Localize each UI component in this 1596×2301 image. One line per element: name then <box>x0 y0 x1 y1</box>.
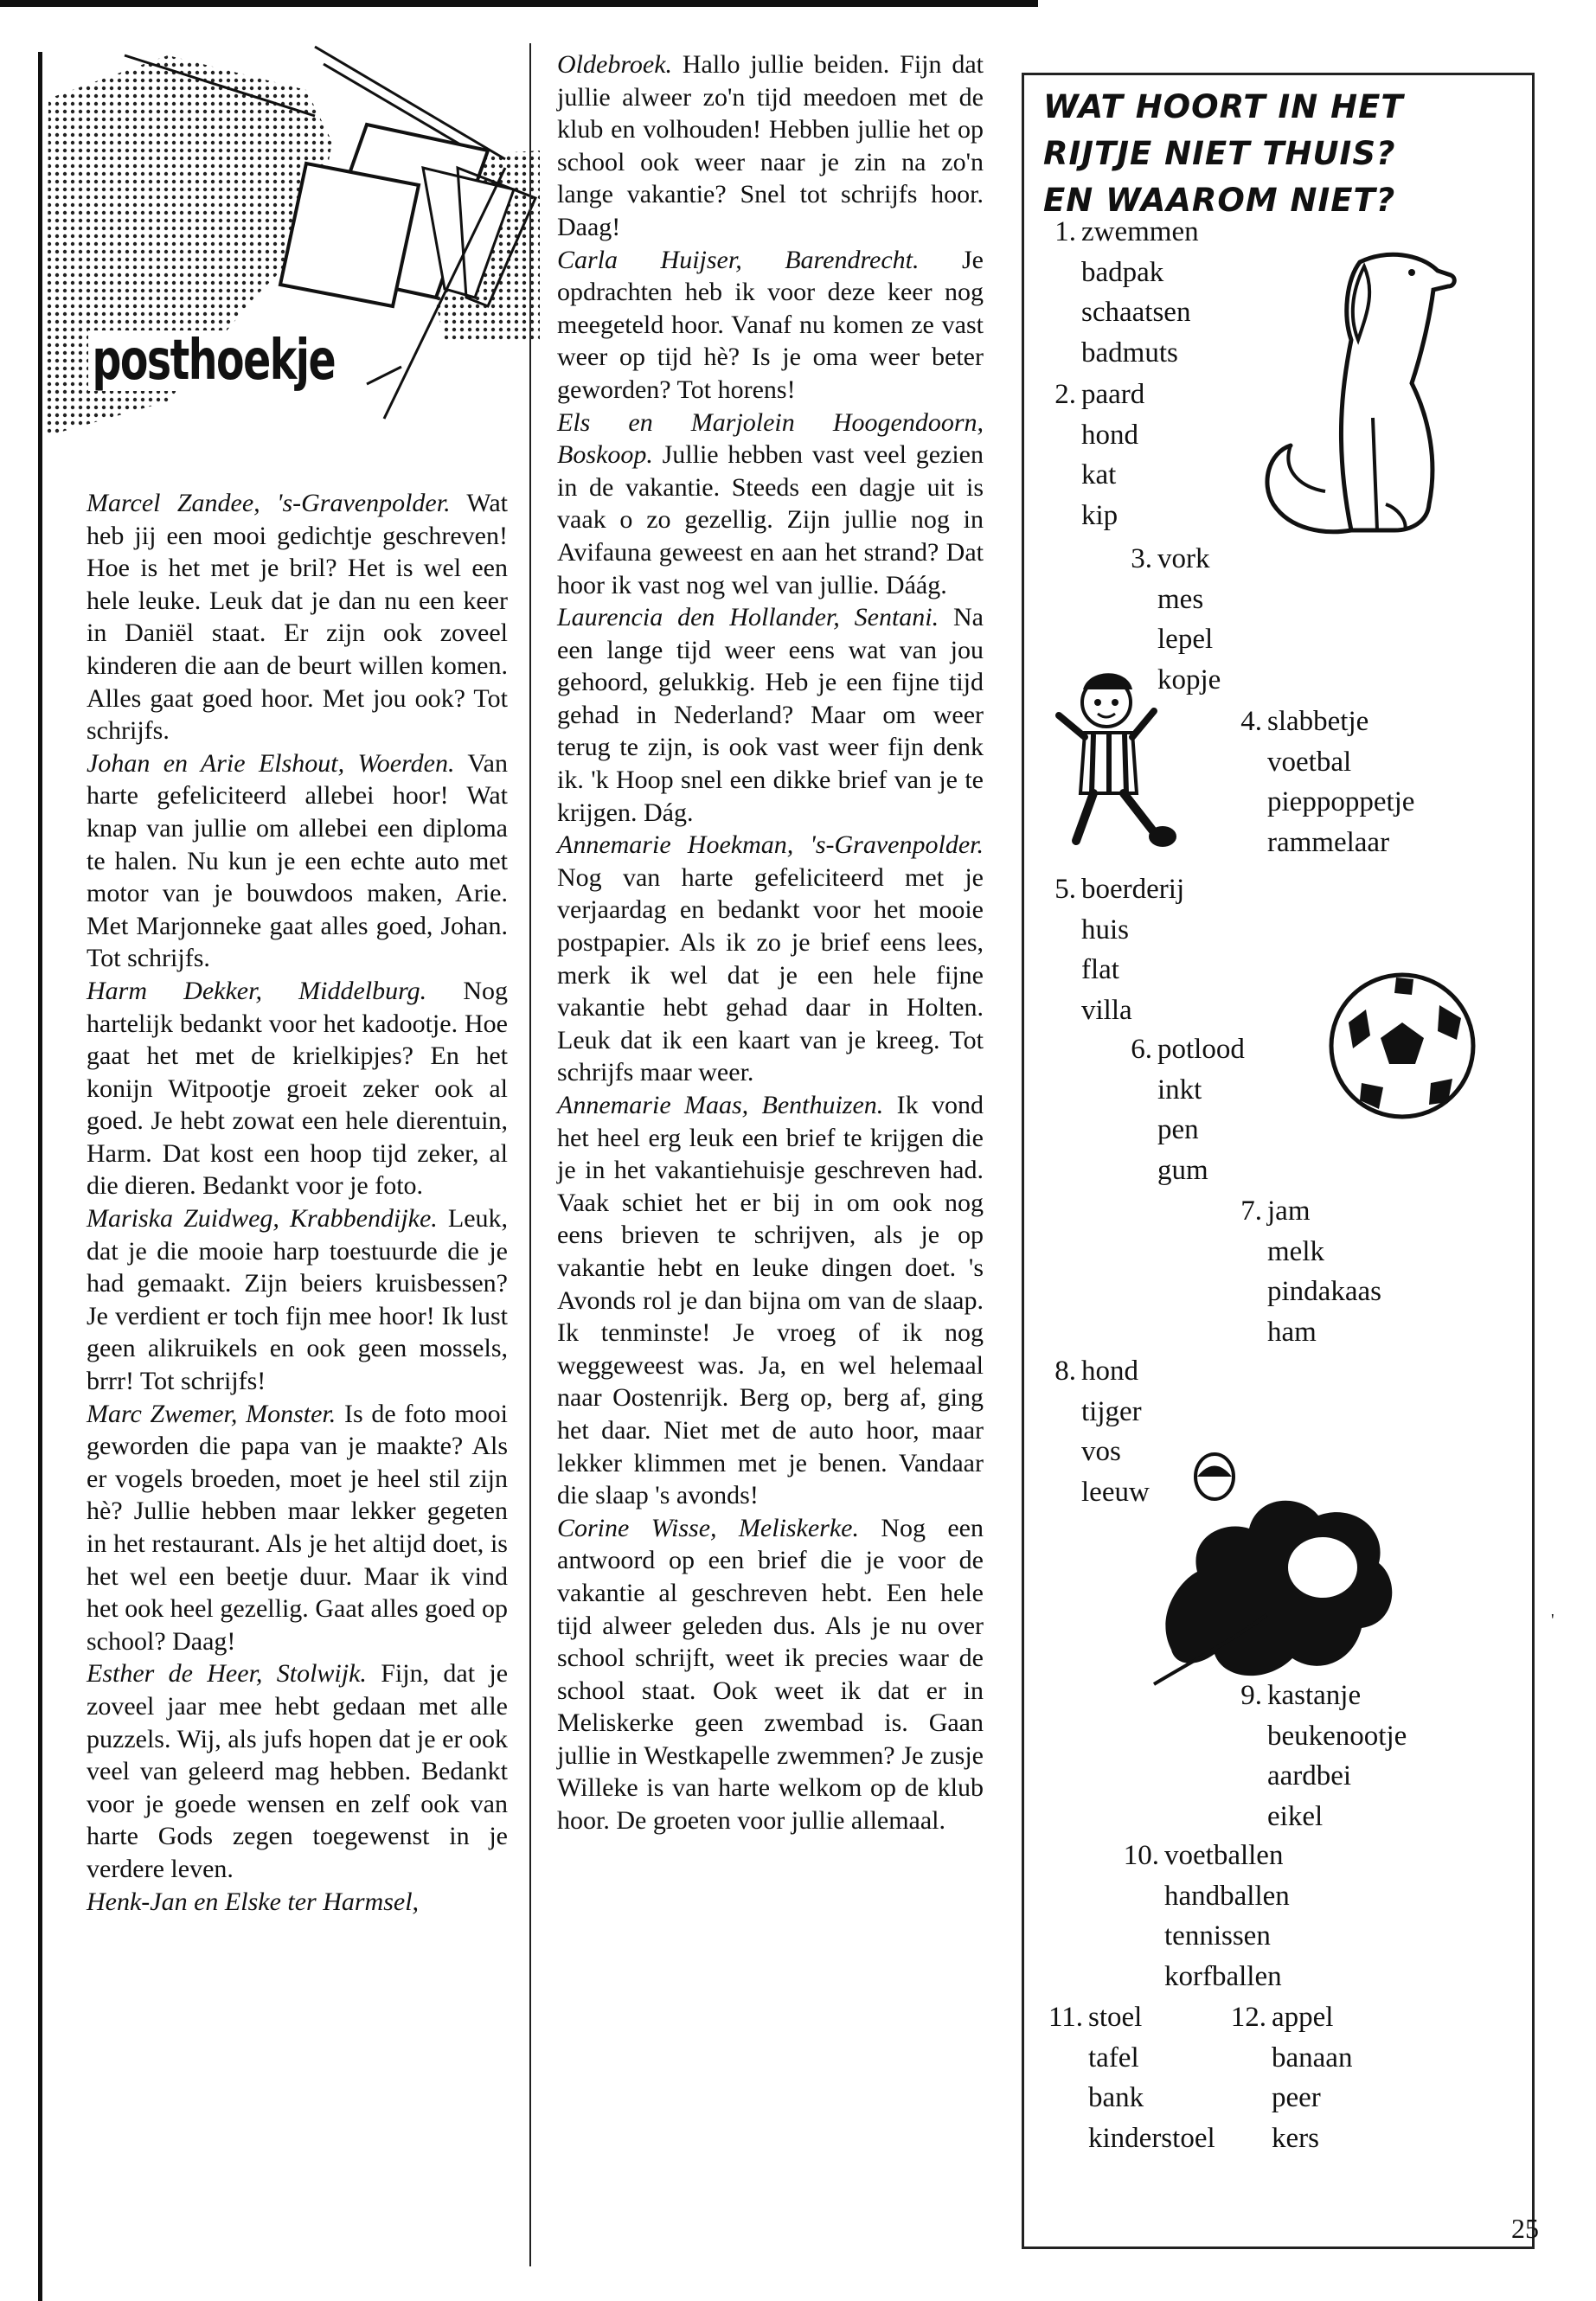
letter-entry <box>87 1886 508 1919</box>
quiz-word: kip <box>1081 499 1118 531</box>
letter-recipient: Esther de Heer, Stolwijk. <box>87 1659 367 1689</box>
quiz-word: badmuts <box>1081 336 1178 369</box>
quiz-word: leeuw <box>1081 1476 1150 1508</box>
quiz-group-number: 4. <box>1240 706 1262 737</box>
letter-entry <box>557 244 984 407</box>
quiz-word: hond <box>1081 1356 1138 1387</box>
quiz-word: voetbal <box>1267 746 1352 778</box>
quiz-word-list <box>1267 1676 1407 1836</box>
letter-text: Wat heb jij een mooi gedichtje geschreven! Hoe is het met je bril? Het is wel een hele leuke. Leuk dat je dan nu een keer in Daniël staat. Er zijn ook zoveel kinderen die aan de beurt willen komen. Alles gaat goed hoor. Met jou ook? Tot schrijfs. <box>87 489 508 746</box>
quiz-word: tafel <box>1088 2041 1139 2073</box>
quiz-title <box>1043 84 1528 224</box>
letters-column-1 <box>87 487 508 1918</box>
quiz-word: paard <box>1081 379 1145 410</box>
quiz-word: pen <box>1157 1114 1199 1145</box>
letter-entry <box>87 1398 508 1658</box>
quiz-word: mes <box>1157 583 1204 615</box>
quiz-word: bank <box>1088 2082 1144 2113</box>
quiz-word-list <box>1081 375 1144 535</box>
letter-text: Jullie hebben vast veel gezien in de vakantie. Steeds een dagje uit is vaak o zo gezellig. Zijn jullie nog in Avifauna geweest en aan het strand? Dat hoor ik vast nog wel van jullie. Dáág. <box>557 440 984 599</box>
column-divider <box>529 43 531 2266</box>
quiz-word: inkt <box>1157 1074 1202 1106</box>
quiz-word: flat <box>1081 954 1119 985</box>
voetbal-illustration <box>1327 971 1478 1122</box>
quiz-group-number: 6. <box>1131 1034 1152 1065</box>
quiz-word: tijger <box>1081 1395 1142 1427</box>
quiz-box <box>1022 73 1535 2249</box>
letter-text: Je opdrachten heb ik voor deze keer nog meegeteld hoor. Vanaf nu komen ze vast weer op tijd hè? Is je oma weer beter geworden? Tot horens! <box>557 245 984 404</box>
quiz-word: tennissen <box>1164 1920 1271 1952</box>
letter-text: Na een lange tijd weer eens wat van jou gehoord, gelukkig. Heb je een fijne tijd gehad in Nederland? Maar om weer terug te zijn, is ook vast weer fijn denk ik. 'k Hoop snel een dikke brief van je te krijgen. Dág. <box>557 603 984 827</box>
letter-recipient: Laurencia den Hollander, Sentani. <box>557 603 939 632</box>
quiz-title-line: RIJTJE NIET THUIS? <box>1043 135 1396 172</box>
quiz-word-list <box>1081 1351 1150 1512</box>
quiz-word: kopje <box>1157 663 1221 695</box>
quiz-group-number: 8. <box>1054 1356 1076 1387</box>
letter-entry <box>87 1202 508 1398</box>
posthoekje-logo <box>38 38 540 462</box>
quiz-group-number: 3. <box>1131 543 1152 574</box>
letter-recipient: Els en Marjolein Hoogendoorn, Boskoop. <box>557 407 984 470</box>
letter-recipient: Carla Huijser, Barendrecht. <box>557 245 920 274</box>
quiz-word: potlood <box>1157 1034 1245 1065</box>
stray-mark: ' <box>1551 1611 1554 1630</box>
section-title: posthoekje <box>88 330 339 391</box>
letter-recipient: Henk-Jan en Elske ter Harmsel, <box>87 1887 420 1916</box>
quiz-word: schaatsen <box>1081 297 1191 328</box>
letters-column-2 <box>557 48 984 1837</box>
letter-entry <box>87 1657 508 1885</box>
letter-text: Van harte gefeliciteerd allebei hoor! Wat knap van jullie om allebei een diploma te halen. Nu kun je een echte auto met motor van je bouwdoos maken, Arie. Met Marjonneke gaat alles goed, Johan. Tot schrijfs. <box>87 748 508 973</box>
quiz-title-line: WAT HOORT IN HET <box>1043 88 1404 125</box>
page-number: 25 <box>1511 2213 1539 2244</box>
quiz-word: ham <box>1267 1316 1317 1348</box>
letter-recipient: Marcel Zandee, 's-Gravenpolder. <box>87 489 451 517</box>
quiz-word: peer <box>1272 2082 1321 2113</box>
quiz-word-list <box>1267 702 1414 862</box>
quiz-group-number: 7. <box>1240 1195 1262 1227</box>
letter-recipient: Mariska Zuidweg, Krabbendijke. <box>87 1204 438 1234</box>
letter-entry <box>557 601 984 829</box>
letter-text: Hallo jullie beiden. Fijn dat jullie alweer zo'n tijd meedoen met de klub en volhouden! Hebben jullie het op school ook weer naar je zin na zo'n lange vakantie? Snel tot schrijfs hoor. Daag! <box>557 50 984 241</box>
quiz-word: aardbei <box>1267 1760 1352 1791</box>
dog-illustration <box>1256 245 1464 556</box>
quiz-word-list <box>1272 1997 1352 2158</box>
quiz-word: korfballen <box>1164 1960 1282 1992</box>
letter-recipient: Marc Zwemer, Monster. <box>87 1399 337 1428</box>
quiz-word: vos <box>1081 1436 1121 1467</box>
quiz-group-number: 2. <box>1054 379 1076 410</box>
quiz-word: melk <box>1267 1235 1324 1267</box>
quiz-group-number: 1. <box>1054 216 1076 247</box>
quiz-word-list <box>1157 1029 1245 1190</box>
letter-recipient: Johan en Arie Elshout, Woerden. <box>87 748 455 778</box>
quiz-word-list <box>1267 1191 1381 1352</box>
quiz-word: lepel <box>1157 624 1214 655</box>
quiz-word: huis <box>1081 913 1130 945</box>
quiz-word: appel <box>1272 2002 1334 2033</box>
quiz-word: gum <box>1157 1154 1208 1186</box>
quiz-word: stoel <box>1088 2002 1143 2033</box>
letter-recipient: Harm Dekker, Middelburg. <box>87 976 427 1005</box>
quiz-word-list <box>1081 212 1199 373</box>
quiz-word: voetballen <box>1164 1840 1284 1871</box>
logo-graphic <box>38 38 540 462</box>
pieppoppetje-illustration <box>1050 663 1180 862</box>
quiz-word: badpak <box>1081 256 1164 288</box>
letter-text: Leuk, dat je die mooie harp toestuurde die je had gemaakt. Zijn beiers kruisbessen? Je verdient er toch fijn mee hoor! Ik lust geen alikruikels en ook geen mossels, brrr! Tot schrijfs! <box>87 1204 509 1396</box>
letter-text: Nog hartelijk bedankt voor het kadootje. Hoe gaat het met de krielkipjes? En het konijn Witpootje groeit zeker ook al goed. Je hebt zowat een hele dierentuin, Harm. Dat kost een hoop tijd zeker, al die dieren. Bedankt voor je foto. <box>87 976 508 1201</box>
letter-entry <box>87 747 508 975</box>
letter-text: Fijn, dat je zoveel jaar mee hebt gedaan met alle puzzels. Wij, als jufs hopen dat je er ook veel van geleerd mag hebben. Bedankt voor je goede wensen en zelf ook van harte Gods zegen toegewenst in je verdere leven. <box>87 1659 509 1883</box>
quiz-word: kinderstoel <box>1088 2122 1215 2154</box>
letter-recipient: Corine Wisse, Meliskerke. <box>557 1513 859 1542</box>
quiz-word: boerderij <box>1081 874 1185 905</box>
quiz-word: villa <box>1081 994 1132 1026</box>
letter-entry <box>557 1512 984 1837</box>
quiz-word: pindakaas <box>1267 1276 1381 1307</box>
quiz-group-number: 5. <box>1054 874 1076 905</box>
quiz-word: banaan <box>1272 2041 1353 2073</box>
quiz-word: beukenootje <box>1267 1720 1407 1752</box>
quiz-title-line: EN WAAROM NIET? <box>1043 182 1396 219</box>
quiz-word: rammelaar <box>1267 826 1390 858</box>
letter-recipient: Oldebroek. <box>557 50 673 79</box>
quiz-word-list <box>1081 869 1184 1030</box>
letter-text: Nog een antwoord op een brief die je voor de vakantie al geschreven hebt. Een hele tijd alweer geleden dus. Als je nu over school schrijft, weet ik precies waar de school staat. Ook weet ik dat er in Meliskerke geen zwembad is. Gaan jullie in Westkapelle zwemmen? Je zusje Willeke is van harte welkom op de klub hoor. De groeten voor jullie allemaal. <box>557 1513 984 1836</box>
letter-entry <box>87 487 508 747</box>
letter-entry <box>87 975 508 1202</box>
quiz-word: pieppoppetje <box>1267 786 1415 817</box>
quiz-group-number: 9. <box>1240 1680 1262 1711</box>
quiz-word: slabbetje <box>1267 706 1369 737</box>
letter-entry <box>557 407 984 602</box>
quiz-word: kers <box>1272 2122 1319 2154</box>
letter-text: Is de foto mooi geworden die papa van je maakte? Als er vogels broeden, moet je heel stil zijn hè? Jullie hebben maar lekker gegeten in het restaurant. Als je het altijd doet, is het wel een beetje duur. Maar ik vind het ook heel gezellig. Gaat alles goed op school? Daag! <box>87 1399 509 1656</box>
quiz-word: jam <box>1267 1195 1311 1227</box>
letter-text: Nog van harte gefeliciteerd met je verjaardag en bedankt voor het mooie postpapier. Als ik zo je brief eens lees, merk ik wel dat je een hele fijne vakantie hebt gehad daar in Holten. Leuk dat ik een kaart van je kreeg. Tot schrijfs maar weer. <box>557 862 984 1087</box>
quiz-group-number: 11. <box>1048 2002 1083 2033</box>
letter-recipient: Annemarie Maas, Benthuizen. <box>557 1091 884 1119</box>
eikenblad-illustration <box>1145 1442 1405 1693</box>
letter-entry <box>557 48 984 244</box>
letter-text: Ik vond het heel erg leuk een brief te krijgen die je in het vakantiehuisje geschreven had. Vaak schiet het er bij in om ook nog eens brieven te schrijven, als je op vakantie hebt en leuke dingen doet. 's Avonds rol je dan bijna om van de slaap. Ik tenminste! Je vroeg of ik nog weggeweest was. Ja, en wel helemaal naar Oostenrijk. Berg op, berg af, ging het daar. Niet met de auto hoor, maar lekker klimmen met je benen. Vandaar die slaap 's avonds! <box>557 1091 984 1510</box>
quiz-word: zwemmen <box>1081 216 1199 247</box>
letter-recipient: Annemarie Hoekman, 's-Gravenpolder. <box>557 830 984 860</box>
quiz-word: handballen <box>1164 1880 1290 1912</box>
quiz-word-list <box>1164 1836 1290 1997</box>
quiz-word: kastanje <box>1267 1680 1362 1711</box>
quiz-word: eikel <box>1267 1800 1324 1832</box>
quiz-group-number: 12. <box>1230 2002 1266 2033</box>
quiz-word: kat <box>1081 459 1117 490</box>
letter-entry <box>557 1089 984 1512</box>
top-rule <box>0 0 1038 7</box>
quiz-word: vork <box>1157 543 1210 574</box>
quiz-group-number: 10. <box>1123 1840 1159 1871</box>
letter-entry <box>557 829 984 1089</box>
quiz-word-list <box>1088 1997 1215 2158</box>
quiz-word: hond <box>1081 419 1138 451</box>
